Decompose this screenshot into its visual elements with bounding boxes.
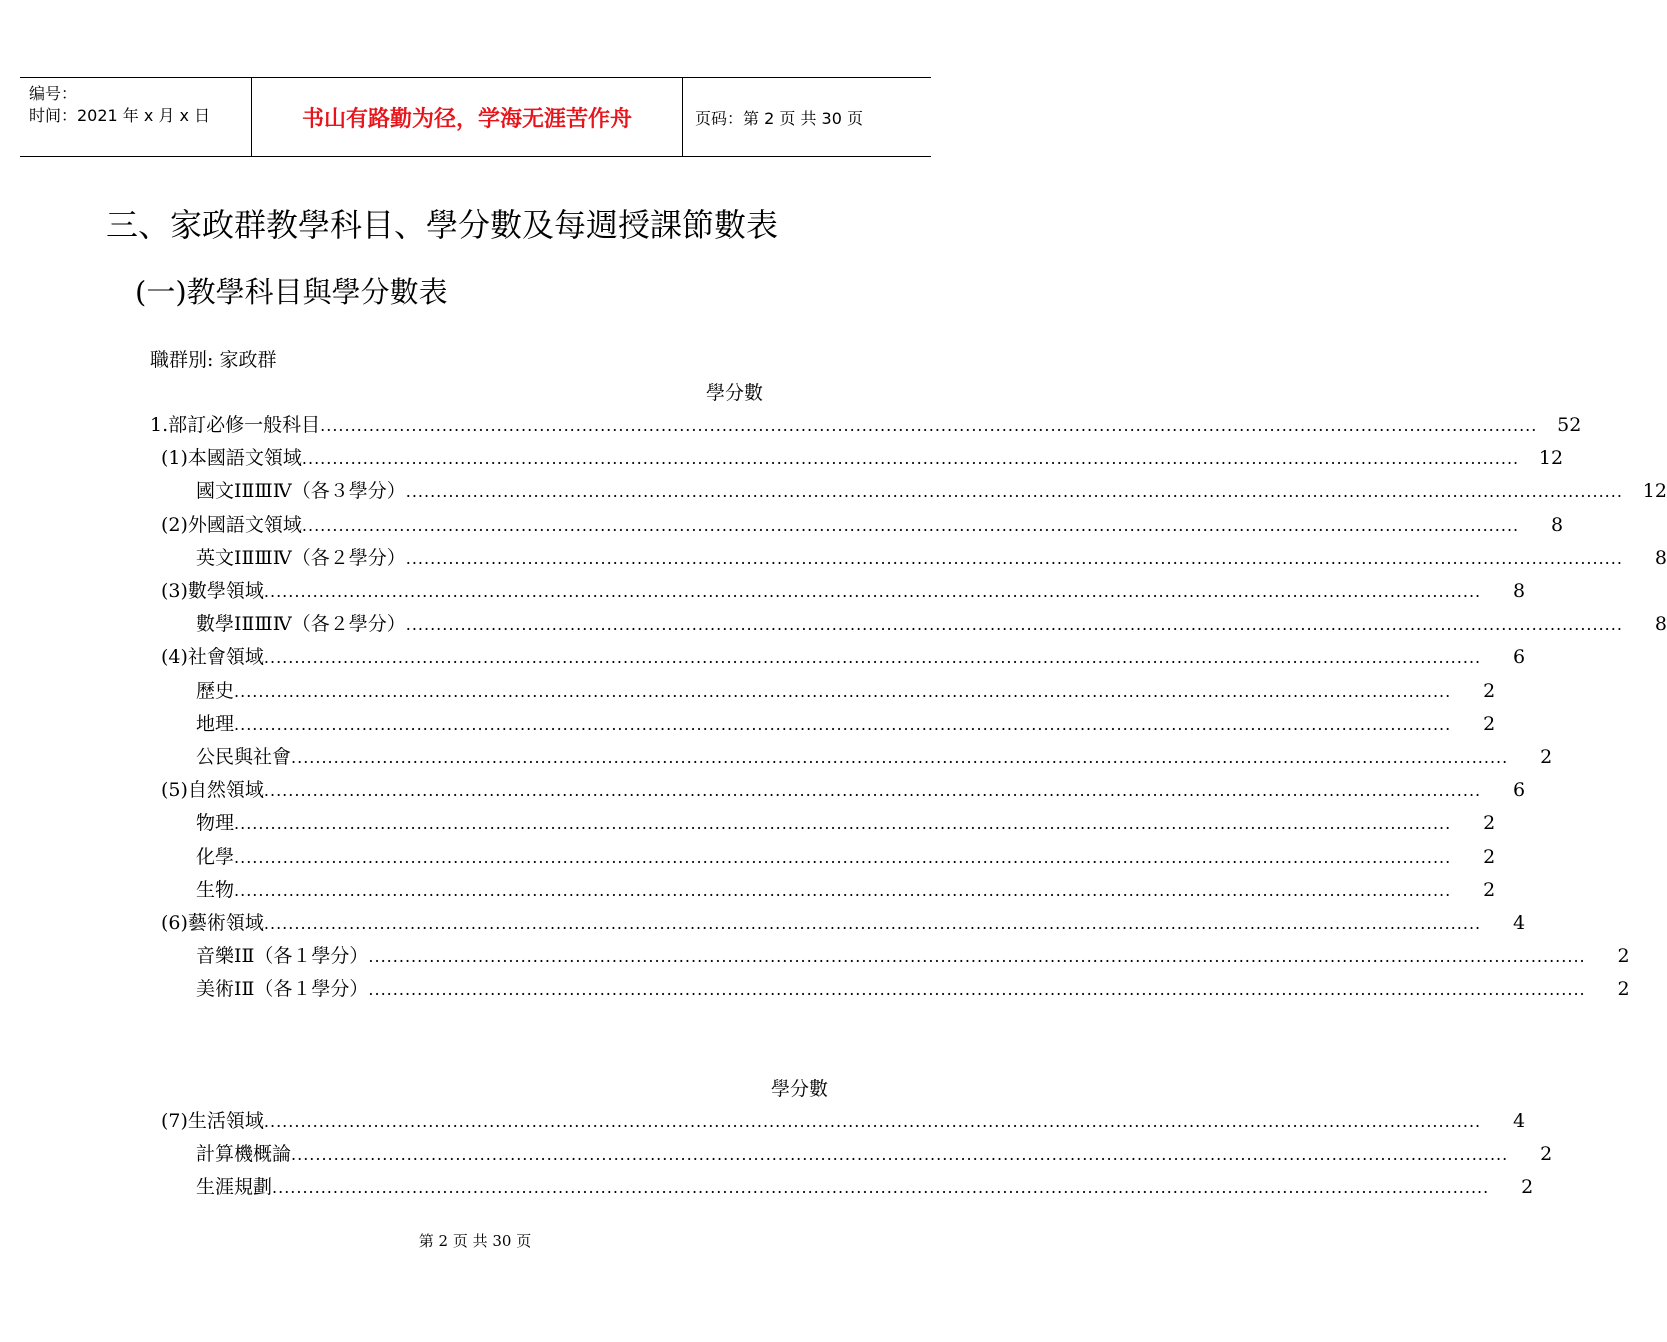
header-page-label: 页码：第 2 页 共 30 页 [695, 108, 863, 128]
course-credits: 8 [1654, 546, 1667, 569]
dot-leader: ........................................................................................................................................................................................................ [405, 482, 1623, 502]
course-label: 1.部訂必修一般科目 [150, 414, 321, 436]
course-label: 生物 [196, 878, 235, 901]
course-row [196, 808, 1496, 836]
dot-leader: ........................................................................................................................................................................................................ [263, 914, 1482, 933]
course-credits: 2 [1617, 978, 1630, 1001]
dot-leader: ........................................................................................................................................................................................................ [263, 582, 1482, 601]
course-row [161, 443, 1564, 471]
course-row [161, 775, 1526, 803]
course-credits: 2 [1483, 679, 1496, 702]
course-row [196, 1139, 1553, 1167]
course-label: (7)生活領域 [161, 1110, 264, 1132]
course-label: (5)自然領域 [161, 779, 264, 802]
document-time-label: 时间：2021 年 x 月 x 日 [29, 106, 211, 125]
dot-leader: ........................................................................................................................................................................................................ [234, 880, 1452, 900]
dot-leader: ........................................................................................................................................................................................................ [301, 515, 1520, 535]
credits-column-header: 學分數 [706, 382, 764, 404]
dot-leader: ........................................................................................................................................................................................................ [301, 449, 1520, 469]
page-footer: 第 2 页 共 30 页 [418, 1232, 532, 1250]
course-credits: 52 [1557, 414, 1582, 436]
dot-leader: ........................................................................................................................................................................................................ [234, 814, 1452, 834]
course-row [161, 1106, 1526, 1134]
course-label: 英文ⅠⅡⅢⅣ（各２學分） [196, 546, 406, 569]
dot-leader: ........................................................................................................................................................................................................ [234, 847, 1452, 867]
course-credits: 12 [1642, 480, 1667, 503]
course-label: 生涯規劃 [196, 1176, 273, 1199]
course-label: 物理 [196, 812, 235, 835]
course-label: 美術ⅠⅡ（各１學分） [196, 978, 369, 1001]
course-row [196, 709, 1496, 737]
course-credits: 2 [1521, 1176, 1534, 1199]
course-label: 國文ⅠⅡⅢⅣ（各３學分） [196, 480, 406, 503]
course-credits: 2 [1483, 812, 1496, 835]
course-label: (2)外國語文領域 [161, 513, 302, 536]
document-number-label: 编号： [29, 84, 78, 103]
course-row [196, 676, 1496, 704]
course-row [196, 476, 1667, 504]
course-credits: 4 [1513, 1110, 1526, 1132]
credits-column-header-2: 學分數 [771, 1078, 829, 1100]
course-row [150, 410, 1582, 438]
course-row [196, 941, 1630, 969]
dot-leader: ........................................................................................................................................................................................................ [291, 1145, 1509, 1165]
dot-leader: ........................................................................................................................................................................................................ [272, 1178, 1490, 1198]
course-credits: 2 [1540, 746, 1553, 768]
course-label: (6)藝術領域 [161, 912, 264, 934]
course-row [196, 1172, 1534, 1200]
course-credits: 8 [1551, 513, 1564, 536]
header-motto: 书山有路勤为径，学海无涯苦作舟 [301, 106, 632, 132]
dot-leader: ........................................................................................................................................................................................................ [405, 548, 1623, 568]
header-info-cell [20, 78, 252, 156]
course-credits: 2 [1483, 878, 1496, 901]
course-label: (3)數學領域 [161, 580, 264, 602]
dot-leader: ........................................................................................................................................................................................................ [234, 714, 1452, 734]
course-row [196, 875, 1496, 903]
course-label: 化學 [196, 845, 235, 868]
course-credits: 12 [1538, 447, 1564, 470]
course-row [161, 642, 1526, 670]
course-credits: 2 [1617, 945, 1630, 968]
course-label: (1)本國語文領域 [161, 447, 302, 470]
course-label: 歷史 [196, 679, 235, 702]
header-motto-cell [252, 78, 683, 156]
course-label: (4)社會領域 [161, 646, 264, 669]
dot-leader: ........................................................................................................................................................................................................ [263, 648, 1482, 668]
course-row [161, 908, 1526, 936]
course-credits: 8 [1513, 580, 1526, 602]
course-credits: 6 [1513, 646, 1526, 669]
course-label: 計算機概論 [196, 1143, 292, 1166]
cluster-label: 職群別: 家政群 [150, 349, 277, 371]
course-label: 數學ⅠⅡⅢⅣ（各２學分） [196, 613, 406, 636]
dot-leader: ........................................................................................................................................................................................................ [263, 1112, 1482, 1131]
course-row [196, 543, 1667, 571]
course-credits: 6 [1513, 779, 1526, 802]
header-page-cell [683, 78, 931, 156]
course-credits: 2 [1540, 1143, 1553, 1166]
dot-leader: ........................................................................................................................................................................................................ [320, 416, 1538, 435]
page-title: 三、家政群教學科目、學分數及每週授課節數表 [106, 206, 779, 244]
dot-leader: ........................................................................................................................................................................................................ [263, 781, 1482, 801]
dot-leader: ........................................................................................................................................................................................................ [291, 748, 1509, 767]
course-row [196, 742, 1553, 770]
dot-leader: ........................................................................................................................................................................................................ [368, 980, 1586, 1000]
dot-leader: ........................................................................................................................................................................................................ [405, 615, 1623, 635]
course-credits: 2 [1483, 845, 1496, 868]
course-credits: 4 [1513, 912, 1526, 934]
course-row [196, 609, 1667, 637]
course-label: 地理 [196, 712, 235, 735]
course-credits: 2 [1483, 712, 1496, 735]
course-credits: 8 [1654, 613, 1667, 636]
section-subtitle: (一)教學科目與學分數表 [135, 275, 448, 309]
course-label: 公民與社會 [196, 746, 292, 768]
course-label: 音樂ⅠⅡ（各１學分） [196, 945, 369, 968]
course-row [161, 510, 1564, 538]
dot-leader: ........................................................................................................................................................................................................ [234, 681, 1452, 701]
header-table [20, 77, 931, 157]
course-row [196, 842, 1496, 870]
dot-leader: ........................................................................................................................................................................................................ [368, 947, 1586, 967]
course-row [196, 974, 1630, 1002]
course-row [161, 576, 1526, 604]
